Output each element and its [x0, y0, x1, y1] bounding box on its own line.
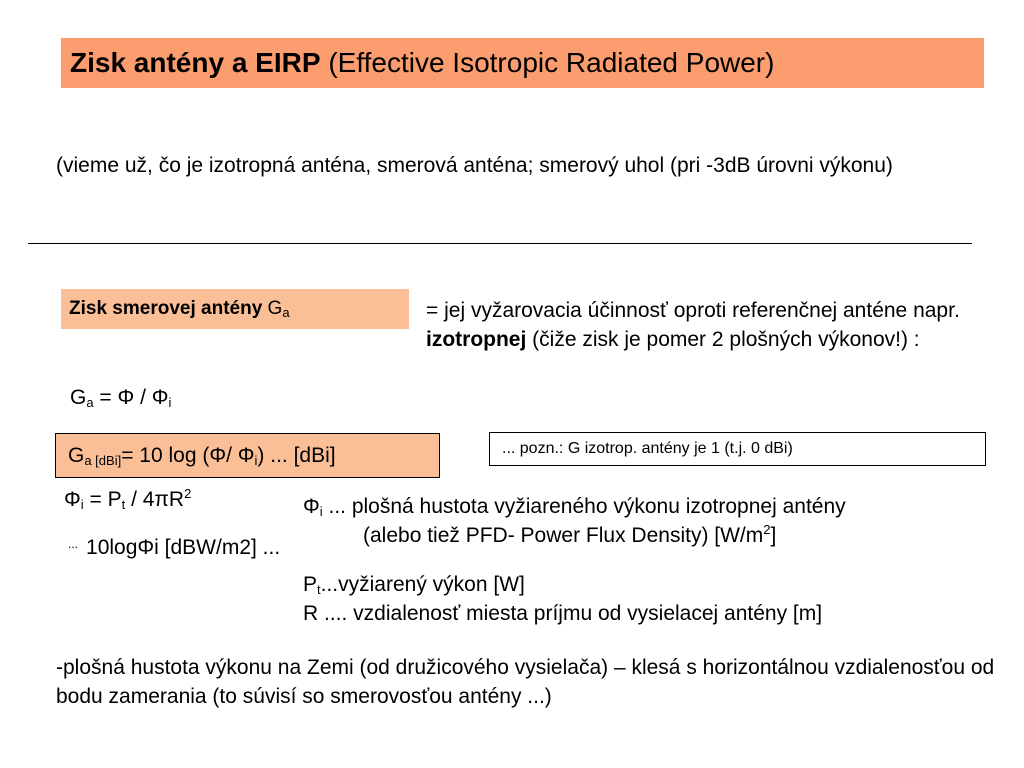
section-symbol-sub: a: [282, 305, 290, 320]
formula4-dots: ...: [68, 537, 79, 551]
formula1-rest-sub: i: [168, 395, 172, 410]
formula3-p-sub: t: [121, 497, 126, 512]
legend-pt: P: [303, 573, 318, 596]
legend-phi-symbol: Φ: [303, 495, 320, 518]
formula2-g: G: [68, 444, 85, 467]
formula1-g-sub: a: [86, 395, 94, 410]
legend-line2-wrap: [303, 521, 846, 550]
divider: [28, 243, 972, 244]
formula2-tail: ) ... [dBi]: [257, 444, 336, 467]
title-bold: Zisk antény a EIRP: [70, 47, 321, 78]
legend-phi: [303, 492, 846, 550]
legend-power-distance: [303, 570, 822, 628]
formula3-phi: Φ: [64, 488, 81, 511]
definition-bold: izotropnej: [426, 328, 527, 351]
legend-line1: ... plošná hustota vyžiareného výkonu izotropnej antény: [322, 495, 846, 518]
note-box: ... pozn.: G izotrop. antény je 1 (t.j. 0 dBi): [489, 432, 986, 466]
legend-phi-sub: i: [319, 504, 323, 519]
legend-line4: R .... vzdialenosť miesta príjmu od vysielacej antény [m]: [303, 602, 823, 625]
legend-line3: ...vyžiarený výkon [W]: [320, 573, 525, 596]
legend-line2-sup: 2: [763, 522, 771, 537]
formula2-g-sub: a [dBi]: [84, 453, 122, 468]
formula-flux-db: [68, 536, 280, 560]
formula-gain-ratio: [70, 386, 171, 410]
section-label: Zisk smerovej antény: [69, 298, 263, 319]
legend-pt-sub: t: [317, 582, 321, 597]
formula-gain-dbi: [55, 433, 440, 478]
slide-title: [61, 38, 984, 88]
formula2-rest: = 10 log (Φ/ Φ: [121, 444, 255, 467]
formula3-rest: / 4πR: [125, 488, 185, 511]
formula-flux-density: [64, 488, 191, 512]
formula4-text: 10logΦi [dBW/m2] ...: [86, 536, 281, 559]
definition-part2: (čiže zisk je pomer 2 plošných výkonov!) :: [532, 328, 920, 351]
legend-line2: (alebo tiež PFD- Power Flux Density) [W/m: [363, 524, 764, 547]
formula1-rest: = Φ / Φ: [93, 386, 169, 409]
intro-text: (vieme už, čo je izotropná anténa, smerová anténa; smerový uhol (pri -3dB úrovni výkonu): [56, 154, 893, 177]
legend-pt-line: [303, 570, 822, 599]
definition-part1: = jej vyžarovacia účinnosť oproti referenčnej anténe napr.: [426, 299, 960, 322]
definition-text: [426, 296, 986, 354]
section-heading: [61, 289, 409, 329]
formula1-g: G: [70, 386, 87, 409]
formula3-sup: 2: [184, 486, 192, 501]
legend-line2-end: ]: [770, 524, 777, 547]
formula3-phi-sub: i: [80, 497, 84, 512]
formula2-rest-sub: i: [254, 453, 258, 468]
bottom-text: -plošná hustota výkonu na Zemi (od družicového vysielača) – klesá s horizontálnou vzdialenosťou od bodu zamerania (to súvisí so smerovosťou antény ...): [56, 656, 995, 708]
formula3-eq: = P: [83, 488, 122, 511]
section-symbol: G: [267, 298, 283, 319]
title-normal: (Effective Isotropic Radiated Power): [328, 47, 775, 78]
